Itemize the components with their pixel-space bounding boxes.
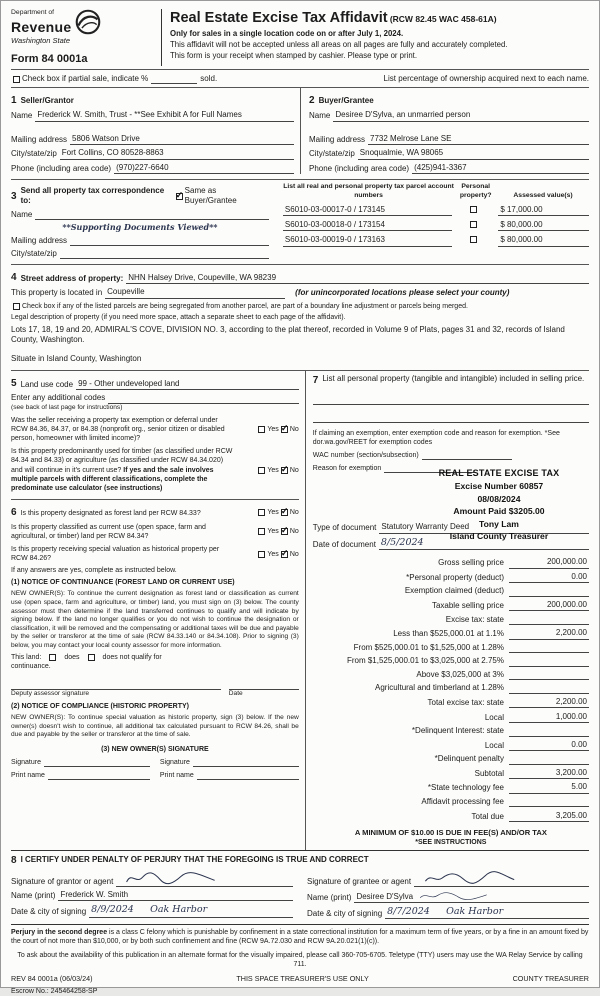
personal-property-list-field-1[interactable] <box>313 395 589 405</box>
section-3-number: 3 <box>11 190 17 202</box>
tax-row-label: Total excise tax: state <box>427 698 504 707</box>
owner-signature-label: Signature <box>159 758 190 766</box>
correspondence-name-field[interactable] <box>35 210 269 220</box>
grantor-signing-city: Oak Harbor <box>150 904 208 916</box>
exemption-deferral-question: Was the seller receiving a property tax exemption or deferral under RCW 84.36, 84.37, or 84.38 (nonprofit org., senior citizen or disabled person, homeowner with limited income)? <box>11 417 225 443</box>
ownership-percent-note: List percentage of ownership acquired next to each name. <box>383 74 589 84</box>
q6b-yes-checkbox[interactable] <box>258 528 265 535</box>
q6c-yes-checkbox[interactable] <box>258 551 265 558</box>
parcel-number-field[interactable]: S6010-03-00017-0 / 173145 <box>283 205 452 216</box>
minimum-due-note: A MINIMUM OF $10.00 IS DUE IN FEE(S) AND/OR TAX <box>354 828 547 838</box>
tax-row-value-field[interactable] <box>509 727 589 737</box>
q5b-no-checkbox[interactable] <box>281 467 288 474</box>
correspondence-label: Send all property tax correspondence to: <box>20 186 165 206</box>
personal-property-cell <box>452 221 494 231</box>
notice-continuance-title: (1) NOTICE OF CONTINUANCE (FOREST LAND OR CURRENT USE) <box>11 579 235 587</box>
header-note-3: This form is your receipt when stamped by cashier. Please type or print. <box>170 51 418 61</box>
section-5-number: 5 <box>11 378 17 390</box>
grantee-handwriting-icon <box>419 890 489 902</box>
tax-row <box>313 782 589 793</box>
deputy-date-field[interactable] <box>229 680 299 690</box>
parcel-rows <box>283 205 589 247</box>
rev-number: REV 84 0001a (06/03/24) <box>11 973 93 983</box>
partial-sale-label: Check box if partial sale, indicate % <box>22 74 149 84</box>
seller-csz-field[interactable]: Fort Collins, CO 80528-8863 <box>60 148 294 159</box>
buyer-phone-field[interactable]: (425)941-3367 <box>412 163 589 174</box>
stamp-amount-paid: Amount Paid $3205.00 <box>453 506 545 517</box>
continuance-label: continuance. <box>11 663 51 671</box>
additional-codes-label: Enter any additional codes <box>11 393 106 403</box>
yes-label: Yes <box>267 550 279 558</box>
form-title-rcw: (RCW 82.45 WAC 458-61A) <box>389 14 497 24</box>
see-instructions-note: *SEE INSTRUCTIONS <box>415 838 487 846</box>
tax-row <box>313 768 589 779</box>
seller-name-label: Name <box>11 111 33 121</box>
tax-row-label: Local <box>484 740 504 750</box>
timber-question-bold: If yes and the sale involves multiple parcels with different classifications, complete the predominate use calculator (see instructions) <box>11 466 214 492</box>
buyer-mailing-field[interactable]: 7732 Melrose Lane SE <box>368 134 589 145</box>
section-seller <box>11 88 300 174</box>
if-yes-instruction: If any answers are yes, complete as instructed below. <box>11 567 177 575</box>
tax-row <box>313 643 589 653</box>
seller-phone-label: Phone (including area code) <box>11 163 112 173</box>
county-note: (for unincorporated locations please select your county) <box>295 288 510 298</box>
deputy-date-label: Date <box>228 689 243 697</box>
deputy-assessor-signature-field[interactable] <box>11 680 221 690</box>
perjury-text: is a class C felony which is punishable by confinement in a state correctional institution for a maximum term of five years, or by a fine in an amount fixed by the court of not more than $10,000, or by both such confinement and fine (RCW 9A.72.030 and RCW 9A.20.021(1)(c)). <box>11 929 589 946</box>
seller-phone-field[interactable]: (970)227-6640 <box>114 163 294 174</box>
grantor-certify-block <box>11 867 293 919</box>
tax-row <box>313 797 589 807</box>
correspondence-csz-label: City/state/zip <box>11 248 57 258</box>
q6b-no-checkbox[interactable] <box>281 528 288 535</box>
yes-label: Yes <box>267 528 279 536</box>
tax-row-value-field[interactable]: 200,000.00 <box>509 600 589 611</box>
grantee-signature-field[interactable] <box>414 870 589 887</box>
owner-signature-field-2[interactable] <box>193 757 299 767</box>
tax-row-value-field[interactable]: 5.00 <box>509 782 589 793</box>
wac-number-field[interactable] <box>422 450 512 460</box>
correspondence-and-parcels <box>11 180 589 265</box>
wac-number-label: WAC number (section/subsection) <box>312 452 419 460</box>
perjury-lead: Perjury in the second degree <box>11 929 108 937</box>
additional-codes-field[interactable] <box>108 394 298 404</box>
tax-row-label: Taxable selling price <box>431 600 504 610</box>
tax-row <box>313 754 589 764</box>
tax-row-value-field[interactable]: 3,200.00 <box>509 768 589 779</box>
grantor-signature-label: Signature of grantor or agent <box>11 876 114 886</box>
notice-compliance-text: NEW OWNER(S): To continue special valuation as historic property, sign (3) below. If the new owner(s) doesn't wish to continue, all additional tax calculated pursuant to RCW 84.26, shall be due and payable by the seller or transferor at the time of sale. <box>11 714 299 739</box>
q5b-yes-checkbox[interactable] <box>258 467 265 474</box>
stamp-title: REAL ESTATE EXCISE TAX <box>438 468 560 479</box>
treasurer-use-label: THIS SPACE TREASURER'S USE ONLY <box>236 973 369 983</box>
historic-property-question: Is this property receiving special valuation as historical property per RCW 84.26? <box>11 546 220 563</box>
supporting-documents-note: **Supporting Documents Viewed** <box>62 222 218 233</box>
same-as-buyer-label: Same as Buyer/Grantee <box>184 186 237 206</box>
grantee-certify-block <box>307 867 589 919</box>
buyer-name-field[interactable]: Desiree D'Sylva, an unmarried person <box>333 110 589 121</box>
no-label: No <box>289 550 299 558</box>
buyer-phone-label: Phone (including area code) <box>309 163 410 173</box>
grantee-print-name-value: Desiree D'Sylva <box>356 891 414 901</box>
yes-label: Yes <box>267 426 279 434</box>
stamp-excise-number: Excise Number 60857 <box>454 481 544 492</box>
correspondence-mailing-field[interactable] <box>70 236 269 246</box>
tax-row <box>313 811 589 822</box>
header-note-2: This affidavit will not be accepted unless all areas on all pages are fully and accurately completed. <box>170 39 508 49</box>
section-4-number: 4 <box>11 272 17 284</box>
buyer-name-label: Name <box>309 111 331 121</box>
tax-row-value-field[interactable] <box>509 657 589 667</box>
footer <box>11 924 589 996</box>
tax-row-value-field[interactable]: 2,200.00 <box>509 697 589 708</box>
partial-sale-suffix: sold. <box>200 74 218 84</box>
q5a-no-checkbox[interactable] <box>281 426 288 433</box>
date-of-document-label: Date of document <box>312 539 376 549</box>
parcel-col-header: List all real and personal property tax parcel account numbers <box>283 183 454 199</box>
assessed-value-col-header: Assessed value(s) <box>513 191 573 199</box>
street-address-label: Street address of property: <box>20 273 124 283</box>
no-label: No <box>289 508 299 516</box>
stamp-treasurer-title: Island County Treasurer <box>449 530 549 541</box>
tax-row-value-field[interactable] <box>509 670 589 680</box>
county-treasurer-label: COUNTY TREASURER <box>512 973 589 983</box>
section-1-number: 1 <box>11 95 17 107</box>
left-column <box>11 371 306 850</box>
washington-state-label: Washington State <box>11 36 71 46</box>
tax-row <box>313 683 589 693</box>
personal-property-list-field-2[interactable] <box>313 413 589 423</box>
buyer-csz-label: City/state/zip <box>309 149 355 159</box>
tax-row-label: Affidavit processing fee <box>421 797 504 807</box>
grantee-signing-date: 8/7/2024 <box>387 905 430 917</box>
legal-description-text: Lots 17, 18, 19 and 20, ADMIRAL'S COVE, DIVISION NO. 3, according to the plat thereof, recorded in Volume 9 of Plats, pages 31 and 32, records of Island County, Washington. <box>11 324 565 345</box>
partial-sale-checkbox[interactable] <box>13 76 20 83</box>
does-not-label: does not qualify for <box>102 654 162 662</box>
yes-label: Yes <box>267 466 279 474</box>
grantee-print-name-field[interactable] <box>354 890 589 903</box>
owner-signature-field-1[interactable] <box>44 757 150 767</box>
q5a-yes-checkbox[interactable] <box>258 426 265 433</box>
this-land-label: This land: <box>11 654 42 662</box>
section-property <box>11 265 589 371</box>
partial-sale-row <box>11 70 589 88</box>
no-label: No <box>289 466 299 474</box>
grantor-print-name-label: Name (print) <box>11 890 56 900</box>
grantee-signature-label: Signature of grantee or agent <box>307 876 412 886</box>
correspondence-csz-field[interactable] <box>60 249 269 259</box>
tax-row <box>313 615 589 625</box>
tax-row-label: Above $3,025,000 at 3% <box>416 669 504 679</box>
tax-row-label: *State technology fee <box>427 783 504 793</box>
middle-columns <box>11 371 589 850</box>
timber-question-plain: Is this property predominantly used for timber (as classified under RCW 84.34 and 84.33) or agriculture (as classified under RCW 84.34.020) and will continue in it's current use? <box>11 448 233 474</box>
tax-row-label: Total due <box>471 811 504 821</box>
parties-section <box>11 88 589 180</box>
tax-row-value-field[interactable]: 2,200.00 <box>509 628 589 639</box>
form-number: Form 84 0001a <box>11 52 88 65</box>
dept-of-label: Department of <box>11 9 55 16</box>
grantor-date-city-field[interactable] <box>89 904 293 917</box>
section-8-number: 8 <box>11 854 17 866</box>
stamp-treasurer-name: Tony Lam <box>479 518 519 529</box>
tax-row <box>313 557 589 568</box>
agency-block <box>11 9 161 66</box>
additional-codes-note: (see back of last page for instructions) <box>11 403 123 411</box>
personal-property-checkbox[interactable] <box>470 206 477 213</box>
yes-label: Yes <box>267 508 279 516</box>
tax-row-label: Gross selling price <box>438 558 504 568</box>
assessed-value-field[interactable]: $ 80,000.00 <box>498 235 589 246</box>
tax-row-value-field[interactable]: 3,205.00 <box>509 811 589 822</box>
street-address-field[interactable]: NHN Halsey Drive, Coupeville, WA 98239 <box>126 273 589 284</box>
title-block <box>161 9 589 66</box>
escrow-number: Escrow No.: 245464258-SP <box>11 988 98 996</box>
alt-format-notice: To ask about the availability of this publication in an alternate format for the visually impaired, please call 360-705-6705. Teletype (TTY) users may use the WA Relay Service by calling 711. <box>17 951 583 968</box>
same-as-buyer-checkbox[interactable] <box>176 193 183 200</box>
tax-row-label: *Personal property (deduct) <box>406 572 504 582</box>
form-title: Real Estate Excise Tax Affidavit <box>170 10 388 26</box>
owner-print-name-field-2[interactable] <box>197 770 299 780</box>
personal-property-cell <box>452 236 494 246</box>
parcel-table <box>277 180 589 259</box>
grantor-signature-field[interactable] <box>116 870 293 887</box>
tax-row-label: *Delinquent Interest: state <box>411 726 504 736</box>
q6a-yes-checkbox[interactable] <box>258 509 265 516</box>
notice-continuance-text: NEW OWNER(S): To continue the current designation as forest land or classification as current use (open space, farm and agriculture, or timber) land, you must sign on (3) below. The county assessor must then determine if the land transferred continues to qualify and will indicate by signing below. If the land no longer qualifies or you do not wish to continue the designation or classification, it will be removed and the compensating or additional taxes will be due and payable by the seller or transferor at the time of sale (RCW 84.33.140 or 84.34.108). Prior to signing (3) below, you may contact your local county assessor for more information. <box>11 590 299 649</box>
tax-row <box>313 600 589 611</box>
grantor-print-name-field[interactable]: Frederick W. Smith <box>58 890 293 901</box>
land-use-label: Land use code <box>20 379 74 389</box>
seller-csz-label: City/state/zip <box>11 149 57 159</box>
tax-row-value-field[interactable]: 1,000.00 <box>509 712 589 723</box>
situate-text: Situate in Island County, Washington <box>11 353 142 363</box>
q6a-no-checkbox[interactable] <box>281 509 288 516</box>
tax-row-value-field[interactable]: 0.00 <box>509 572 589 583</box>
tax-row-value-field[interactable] <box>509 755 589 765</box>
tax-row-label: Subtotal <box>474 768 504 778</box>
tax-row <box>313 712 589 723</box>
current-use-question: Is this property classified as current use (open space, farm and agricultural, or timber) land per RCW 84.34? <box>11 523 206 540</box>
revenue-wordmark: Revenue <box>11 18 72 35</box>
parcel-row <box>283 205 589 216</box>
personal-property-checkbox[interactable] <box>470 236 477 243</box>
no-label: No <box>289 426 299 434</box>
tax-row-label: Local <box>484 712 504 722</box>
tax-row-label: Excise tax: state <box>445 614 504 624</box>
section-7-number: 7 <box>312 375 319 387</box>
tax-row-value-field[interactable] <box>509 797 589 807</box>
partial-sale-percent-field[interactable] <box>151 75 197 84</box>
personal-property-col-header: Personal property? <box>459 183 492 199</box>
tax-row <box>313 740 589 751</box>
tax-row-label: Less than $525,000.01 at 1.1% <box>393 629 504 639</box>
personal-property-checkbox[interactable] <box>470 221 477 228</box>
parcel-row <box>283 235 589 246</box>
assessed-value-field[interactable]: $ 17,000.00 <box>498 205 589 216</box>
grantee-signature-icon <box>416 870 526 886</box>
grantor-signing-date: 8/9/2024 <box>91 904 134 916</box>
tax-row-value-field[interactable] <box>509 643 589 653</box>
located-in-label: This property is located in <box>11 288 103 298</box>
tax-row-label: From $525,000.01 to $1,525,000 at 1.28% <box>353 642 504 652</box>
tax-row <box>313 726 589 736</box>
personal-property-intro: List all personal property (tangible and intangible) included in selling price. <box>322 374 585 384</box>
seller-title: Seller/Grantor <box>20 95 74 105</box>
revenue-logo-icon <box>75 9 101 35</box>
land-use-code-field[interactable]: 99 - Other undeveloped land <box>76 379 299 390</box>
tax-row <box>313 586 589 596</box>
section-certify <box>11 850 589 919</box>
tax-row <box>313 670 589 680</box>
section-designations <box>11 499 299 780</box>
stamp-date: 08/08/2024 <box>477 493 521 504</box>
section-land-use <box>11 377 299 493</box>
tax-row-label: From $1,525,000.01 to $3,025,000 at 2.75% <box>346 656 504 666</box>
section-2-number: 2 <box>309 95 315 107</box>
tax-row-label: Agricultural and timberland at 1.28% <box>375 683 504 693</box>
assessed-value-field[interactable]: $ 80,000.00 <box>498 220 589 231</box>
certify-title: I CERTIFY UNDER PENALTY OF PERJURY THAT THE FOREGOING IS TRUE AND CORRECT <box>20 855 369 865</box>
tax-row-value-field[interactable]: 0.00 <box>509 740 589 751</box>
parcel-row <box>283 220 589 231</box>
owner-print-name-label: Print name <box>11 771 45 779</box>
owner-signature-label: Signature <box>11 758 41 766</box>
tax-row-label: Exemption claimed (deduct) <box>404 586 504 596</box>
seller-mailing-label: Mailing address <box>11 134 68 144</box>
section-buyer <box>300 88 589 174</box>
notice-compliance-title: (2) NOTICE OF COMPLIANCE (HISTORIC PROPERTY) <box>11 703 189 711</box>
grantee-print-name-label: Name (print) <box>307 892 352 902</box>
treasurer-stamp <box>409 467 589 542</box>
segregated-checkbox[interactable] <box>13 303 20 310</box>
header <box>11 9 589 70</box>
date-of-document-field[interactable]: 8/5/2024 <box>379 537 589 550</box>
buyer-mailing-label: Mailing address <box>309 134 366 144</box>
tax-row <box>313 628 589 639</box>
tax-row <box>313 572 589 583</box>
deputy-assessor-label: Deputy assessor signature <box>11 689 90 697</box>
tax-row-value-field[interactable] <box>509 615 589 625</box>
grantee-date-city-field[interactable] <box>385 906 589 919</box>
does-label: does <box>64 654 80 662</box>
type-of-document-label: Type of document <box>312 523 377 533</box>
parcel-table-header <box>283 183 589 201</box>
type-of-document-field[interactable]: Statutory Warranty Deed <box>379 522 589 533</box>
new-owners-signature-title: (3) NEW OWNER(S) SIGNATURE <box>101 745 209 753</box>
legal-description-label: Legal description of property (if you need more space, attach a separate sheet to each page of the affidavit). <box>11 313 346 321</box>
seller-name-field[interactable]: Frederick W. Smith, Trust - **See Exhibit A for Full Names <box>35 110 294 121</box>
parcel-number-field[interactable]: S6010-03-00019-0 / 173163 <box>283 235 452 246</box>
tax-row-value-field[interactable] <box>509 684 589 694</box>
forest-land-question: Is this property designated as forest land per RCW 84.33? <box>20 509 201 517</box>
seller-mailing-field[interactable]: 5806 Watson Drive <box>70 134 294 145</box>
header-note-1: Only for sales in a single location code on or after July 1, 2024. <box>170 28 404 38</box>
reason-exemption-label: Reason for exemption <box>312 465 382 473</box>
does-checkbox[interactable] <box>49 654 56 661</box>
grantor-signature-icon <box>118 870 228 886</box>
section-correspondence <box>11 180 277 259</box>
no-label: No <box>289 528 299 536</box>
exemption-note: If claiming an exemption, enter exemption code and reason for exemption. *See dor.wa.gov/REET for exemption codes <box>312 430 560 447</box>
located-in-field[interactable]: Coupeville <box>105 287 285 298</box>
section-tax-computation <box>306 371 589 850</box>
parcel-number-field[interactable]: S6010-03-00018-0 / 173154 <box>283 220 452 231</box>
perjury-notice <box>11 928 589 946</box>
q6c-no-checkbox[interactable] <box>281 551 288 558</box>
correspondence-mailing-label: Mailing address <box>11 235 68 245</box>
section-6-number: 6 <box>11 506 17 518</box>
tax-row-value-field[interactable]: 200,000.00 <box>509 557 589 568</box>
owner-print-name-field-1[interactable] <box>48 770 150 780</box>
tax-row <box>313 697 589 708</box>
does-not-checkbox[interactable] <box>88 654 95 661</box>
grantee-date-city-label: Date & city of signing <box>307 908 383 918</box>
tax-row-value-field[interactable] <box>509 587 589 597</box>
tax-table <box>313 554 589 822</box>
segregated-label: Check box if any of the listed parcels are being segregated from another parcel, are part of a boundary line adjustment or parcels being merged. <box>22 302 468 310</box>
personal-property-cell <box>452 206 494 216</box>
grantee-signing-city: Oak Harbor <box>446 905 504 917</box>
buyer-csz-field[interactable]: Snoqualmie, WA 98065 <box>358 148 589 159</box>
tax-row <box>313 656 589 666</box>
buyer-title: Buyer/Grantee <box>318 95 374 105</box>
owner-print-name-label: Print name <box>159 771 194 779</box>
correspondence-name-label: Name <box>11 209 33 219</box>
grantor-date-city-label: Date & city of signing <box>11 907 87 917</box>
tax-row-label: *Delinquent penalty <box>434 754 504 764</box>
timber-agriculture-question <box>11 447 237 492</box>
